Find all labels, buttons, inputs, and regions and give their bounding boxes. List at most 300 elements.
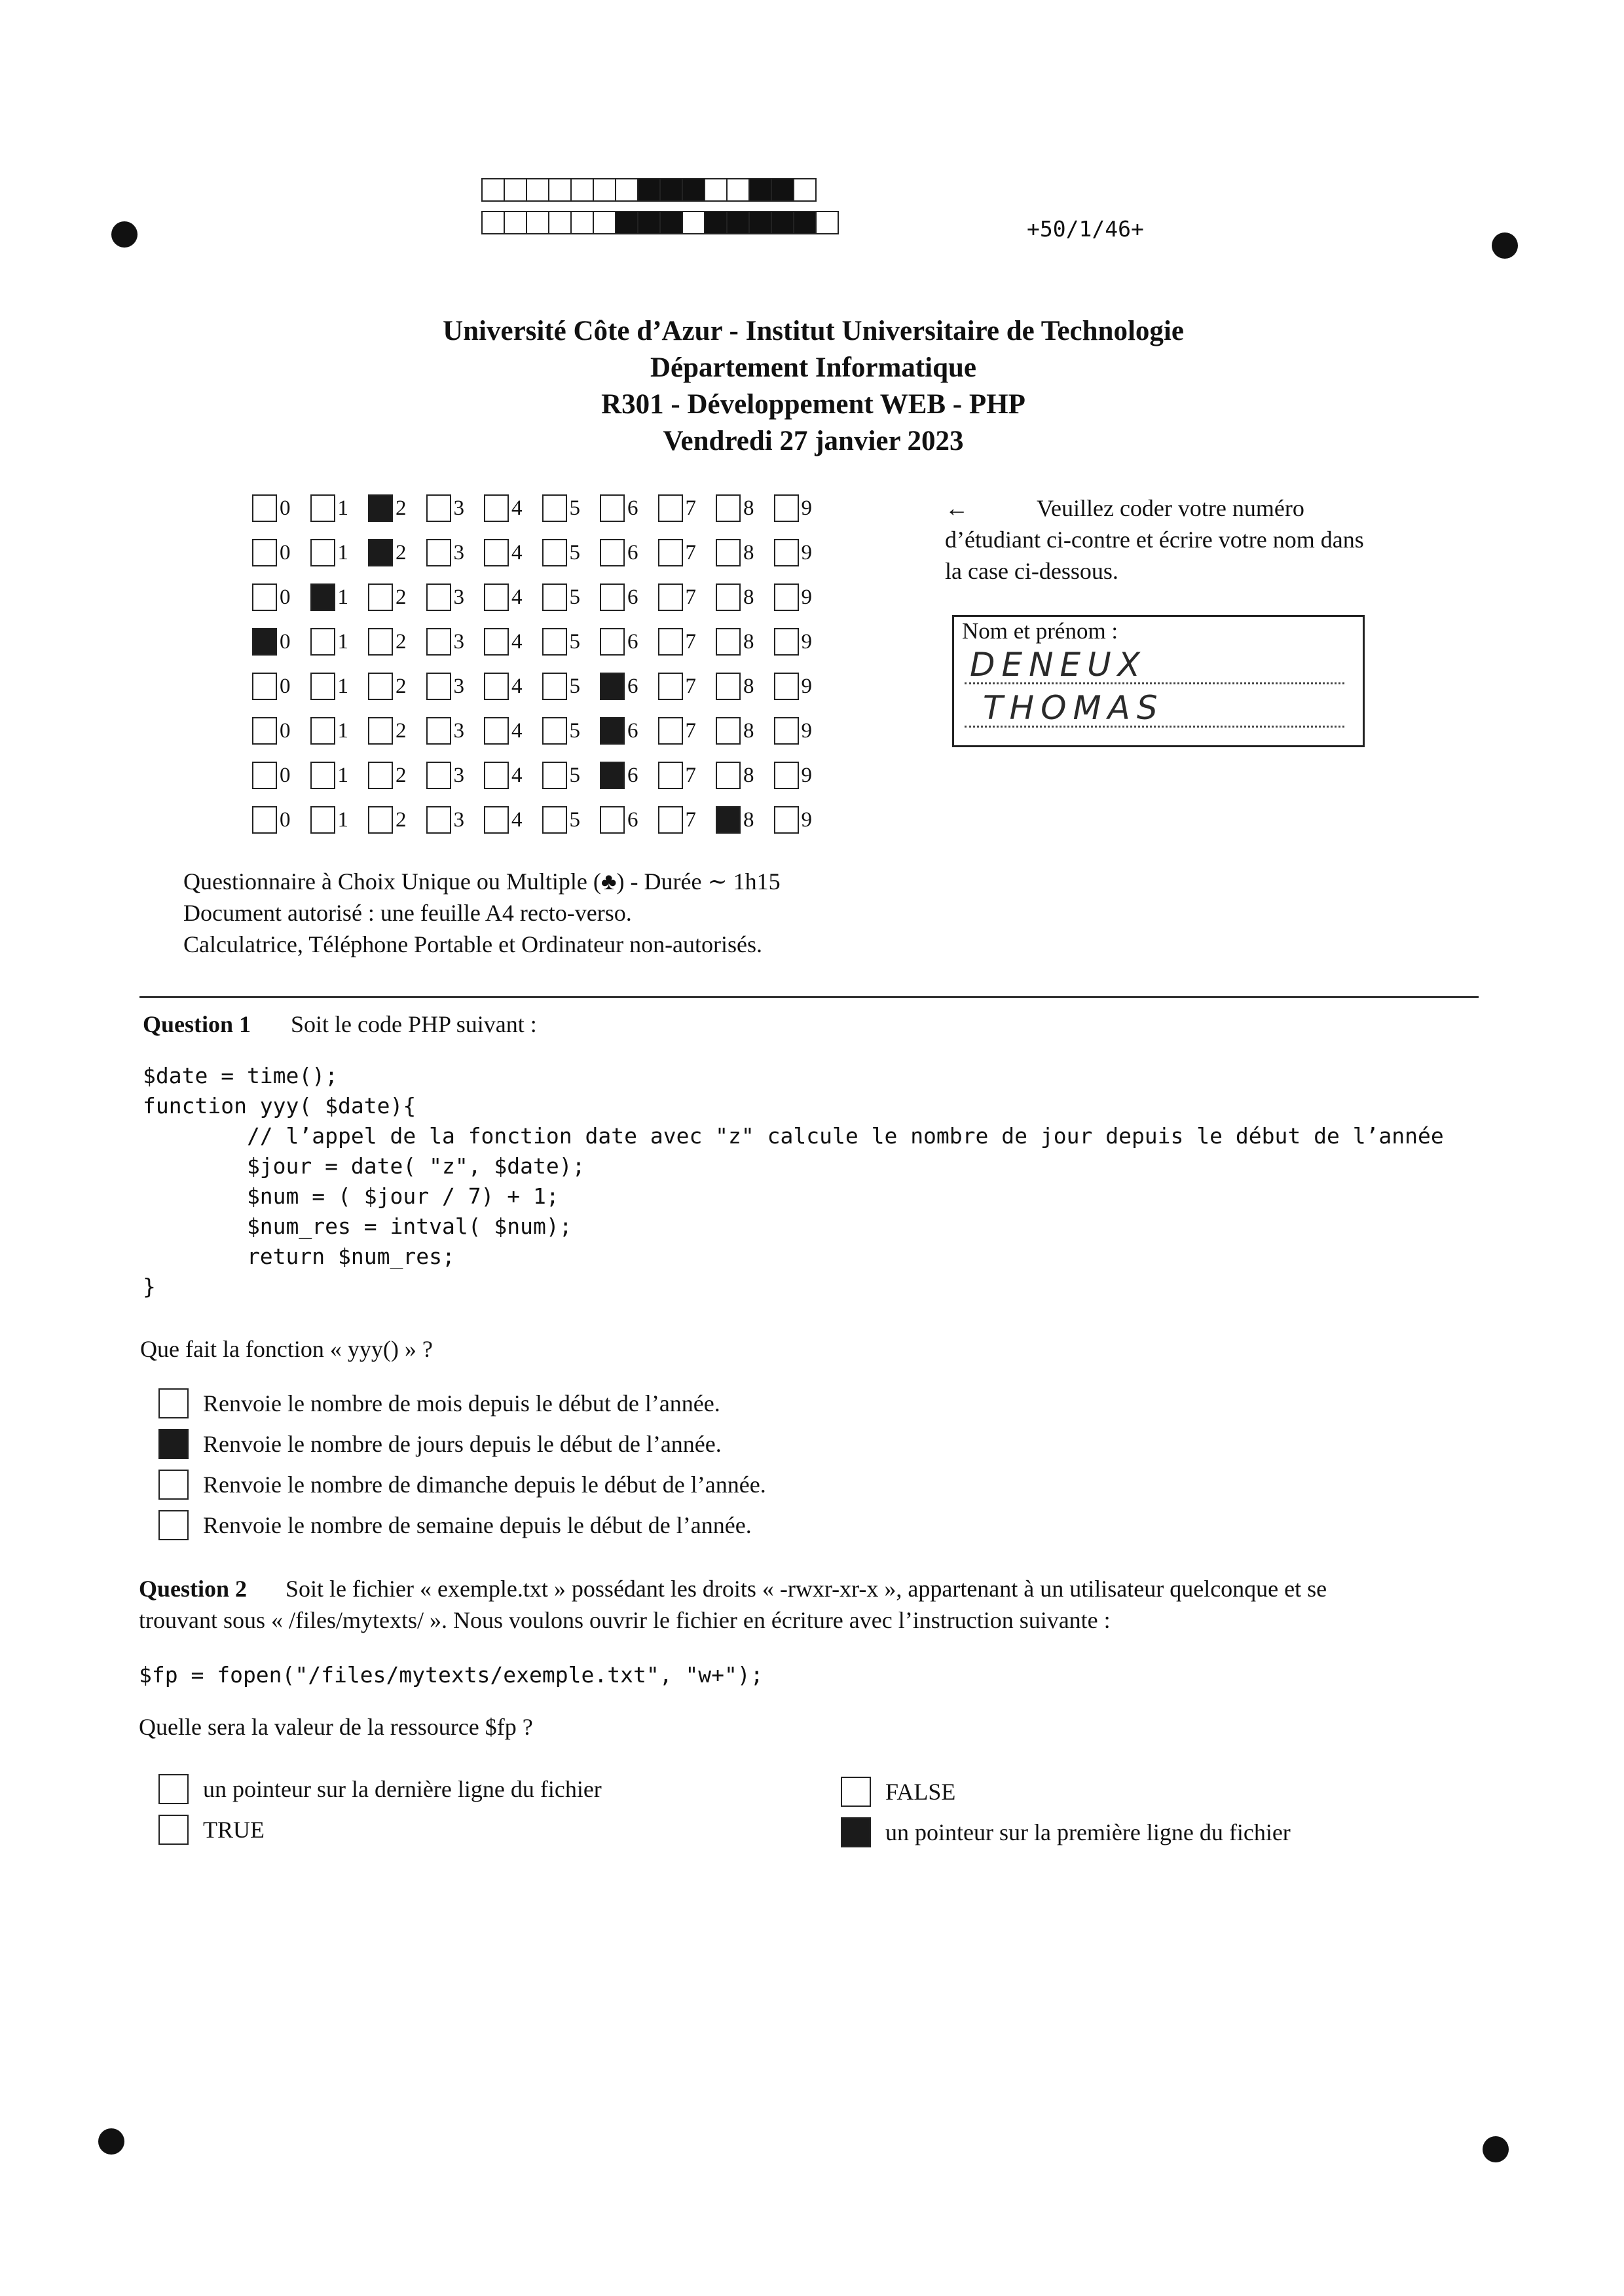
digit-label: 6 bbox=[627, 496, 638, 520]
barcode-cell bbox=[548, 211, 572, 234]
code-line: $num_res = intval( $num); bbox=[143, 1213, 572, 1239]
digit-option[interactable] bbox=[716, 539, 774, 566]
digit-label: 8 bbox=[743, 807, 754, 832]
question-2-prompt: Quelle sera la valeur de la ressource $fp ? bbox=[139, 1714, 533, 1740]
digit-label: 4 bbox=[511, 807, 523, 832]
digit-checkbox[interactable] bbox=[600, 762, 625, 789]
question-1-intro: Soit le code PHP suivant : bbox=[291, 1011, 537, 1037]
digit-option[interactable] bbox=[542, 539, 600, 566]
barcode-cell bbox=[659, 211, 683, 234]
digit-checkbox[interactable] bbox=[426, 628, 451, 656]
barcode-cell bbox=[615, 178, 638, 202]
digit-label: 3 bbox=[453, 674, 464, 698]
barcode-cell bbox=[504, 178, 527, 202]
digit-label: 8 bbox=[743, 674, 754, 698]
digit-checkbox[interactable] bbox=[658, 762, 683, 789]
digit-checkbox[interactable] bbox=[484, 583, 509, 611]
digit-option[interactable] bbox=[716, 806, 774, 834]
handwritten-first-name: THOMAS bbox=[983, 689, 1164, 727]
exam-header bbox=[0, 313, 1624, 460]
digit-option[interactable] bbox=[716, 628, 774, 656]
digit-checkbox[interactable] bbox=[484, 673, 509, 700]
digit-option[interactable] bbox=[600, 539, 658, 566]
digit-option[interactable] bbox=[310, 628, 369, 656]
question-2-choices-left bbox=[158, 1769, 602, 1850]
digit-label: 9 bbox=[801, 496, 812, 520]
question-2-intro-line-2: trouvant sous « /files/mytexts/ ». Nous voulons ouvrir le fichier en écriture avec l’instruction suivante : bbox=[139, 1607, 1111, 1633]
digit-label: 3 bbox=[453, 763, 464, 787]
digit-option[interactable] bbox=[252, 628, 310, 656]
digit-checkbox[interactable] bbox=[252, 762, 277, 789]
digit-label: 4 bbox=[511, 540, 523, 565]
digit-label: 7 bbox=[685, 718, 696, 743]
digit-checkbox[interactable] bbox=[774, 762, 799, 789]
digit-label: 7 bbox=[685, 540, 696, 565]
digit-option[interactable] bbox=[774, 628, 832, 656]
digit-option[interactable] bbox=[426, 628, 485, 656]
digit-option[interactable] bbox=[252, 583, 310, 611]
barcode-cell bbox=[593, 211, 616, 234]
digit-option[interactable] bbox=[252, 717, 310, 745]
digit-checkbox[interactable] bbox=[310, 673, 335, 700]
digit-option[interactable] bbox=[252, 762, 310, 789]
q2-choice-3-checkbox[interactable] bbox=[841, 1817, 871, 1847]
digit-option[interactable] bbox=[658, 494, 716, 522]
digit-checkbox[interactable] bbox=[542, 673, 567, 700]
digit-option[interactable] bbox=[774, 717, 832, 745]
digit-checkbox[interactable] bbox=[426, 806, 451, 834]
digit-option[interactable] bbox=[252, 806, 310, 834]
digit-checkbox[interactable] bbox=[368, 494, 393, 522]
digit-option[interactable] bbox=[658, 762, 716, 789]
digit-checkbox[interactable] bbox=[658, 583, 683, 611]
digit-checkbox[interactable] bbox=[716, 762, 741, 789]
digit-option[interactable] bbox=[426, 583, 485, 611]
digit-label: 4 bbox=[511, 629, 523, 654]
digit-label: 7 bbox=[685, 496, 696, 520]
digit-label: 9 bbox=[801, 540, 812, 565]
digit-checkbox[interactable] bbox=[368, 717, 393, 745]
digit-checkbox[interactable] bbox=[774, 717, 799, 745]
barcode-cell bbox=[748, 178, 772, 202]
digit-checkbox[interactable] bbox=[658, 539, 683, 566]
digit-checkbox[interactable] bbox=[252, 673, 277, 700]
digit-checkbox[interactable] bbox=[600, 628, 625, 656]
digit-option[interactable] bbox=[310, 762, 369, 789]
digit-checkbox[interactable] bbox=[484, 717, 509, 745]
barcode-cell bbox=[726, 211, 750, 234]
digit-option[interactable] bbox=[368, 628, 426, 656]
digit-option[interactable] bbox=[426, 806, 485, 834]
handwritten-last-name: DENEUX bbox=[970, 646, 1147, 684]
digit-checkbox[interactable] bbox=[310, 539, 335, 566]
question-1-heading bbox=[143, 1009, 537, 1040]
digit-checkbox[interactable] bbox=[774, 583, 799, 611]
digit-label: 3 bbox=[453, 718, 464, 743]
digit-checkbox[interactable] bbox=[368, 628, 393, 656]
q1-choice-2-label: Renvoie le nombre de dimanche depuis le début de l’année. bbox=[203, 1472, 766, 1498]
digit-option[interactable] bbox=[310, 806, 369, 834]
digit-option[interactable] bbox=[484, 806, 542, 834]
digit-checkbox[interactable] bbox=[368, 806, 393, 834]
digit-label: 0 bbox=[280, 674, 291, 698]
digit-checkbox[interactable] bbox=[310, 628, 335, 656]
digit-checkbox[interactable] bbox=[310, 494, 335, 522]
digit-label: 1 bbox=[337, 629, 348, 654]
digit-label: 6 bbox=[627, 629, 638, 654]
digit-label: 9 bbox=[801, 674, 812, 698]
digit-option[interactable] bbox=[542, 806, 600, 834]
barcode-cell bbox=[504, 211, 527, 234]
student-number-row-6 bbox=[252, 709, 832, 753]
digit-checkbox[interactable] bbox=[542, 583, 567, 611]
q1-choice-3-checkbox[interactable] bbox=[158, 1510, 189, 1540]
digit-checkbox[interactable] bbox=[716, 806, 741, 834]
question-2-code: $fp = fopen("/files/mytexts/exemple.txt", "w+"); bbox=[139, 1662, 764, 1688]
digit-label: 4 bbox=[511, 763, 523, 787]
digit-checkbox[interactable] bbox=[368, 673, 393, 700]
digit-checkbox[interactable] bbox=[658, 717, 683, 745]
barcode-cell bbox=[704, 211, 728, 234]
digit-option[interactable] bbox=[774, 494, 832, 522]
digit-option[interactable] bbox=[310, 673, 369, 700]
digit-checkbox[interactable] bbox=[484, 806, 509, 834]
digit-checkbox[interactable] bbox=[716, 717, 741, 745]
digit-option[interactable] bbox=[600, 717, 658, 745]
digit-option[interactable] bbox=[484, 717, 542, 745]
digit-label: 5 bbox=[569, 496, 580, 520]
digit-option[interactable] bbox=[484, 762, 542, 789]
digit-option[interactable] bbox=[716, 717, 774, 745]
digit-checkbox[interactable] bbox=[658, 673, 683, 700]
digit-option[interactable] bbox=[600, 806, 658, 834]
digit-option[interactable] bbox=[426, 717, 485, 745]
digit-option[interactable] bbox=[310, 717, 369, 745]
digit-option[interactable] bbox=[542, 494, 600, 522]
barcode-cell bbox=[526, 178, 549, 202]
q2-choice-0-label: un pointeur sur la dernière ligne du fichier bbox=[203, 1776, 602, 1802]
digit-label: 4 bbox=[511, 718, 523, 743]
digit-checkbox[interactable] bbox=[252, 539, 277, 566]
digit-option[interactable] bbox=[310, 539, 369, 566]
digit-checkbox[interactable] bbox=[484, 494, 509, 522]
digit-checkbox[interactable] bbox=[368, 762, 393, 789]
barcode-row-1 bbox=[481, 178, 815, 202]
digit-option[interactable] bbox=[716, 762, 774, 789]
barcode-cell bbox=[481, 178, 505, 202]
digit-option[interactable] bbox=[600, 628, 658, 656]
digit-checkbox[interactable] bbox=[716, 583, 741, 611]
digit-option[interactable] bbox=[542, 762, 600, 789]
student-number-row-5 bbox=[252, 664, 832, 709]
barcode-cell bbox=[771, 178, 794, 202]
digit-option[interactable] bbox=[658, 717, 716, 745]
digit-checkbox[interactable] bbox=[716, 494, 741, 522]
digit-checkbox[interactable] bbox=[484, 539, 509, 566]
digit-checkbox[interactable] bbox=[252, 806, 277, 834]
barcode-cell bbox=[570, 178, 594, 202]
digit-checkbox[interactable] bbox=[600, 806, 625, 834]
digit-option[interactable] bbox=[426, 673, 485, 700]
digit-option[interactable] bbox=[658, 583, 716, 611]
digit-label: 2 bbox=[396, 629, 407, 654]
digit-option[interactable] bbox=[600, 494, 658, 522]
digit-option[interactable] bbox=[252, 673, 310, 700]
digit-checkbox[interactable] bbox=[600, 717, 625, 745]
q2-choice-1-checkbox[interactable] bbox=[158, 1815, 189, 1845]
digit-label: 8 bbox=[743, 585, 754, 609]
barcode-row-2 bbox=[481, 211, 838, 234]
q1-choice-2-checkbox[interactable] bbox=[158, 1470, 189, 1500]
digit-option[interactable] bbox=[774, 762, 832, 789]
digit-checkbox[interactable] bbox=[774, 494, 799, 522]
digit-checkbox[interactable] bbox=[600, 583, 625, 611]
digit-label: 6 bbox=[627, 674, 638, 698]
digit-checkbox[interactable] bbox=[252, 583, 277, 611]
digit-checkbox[interactable] bbox=[658, 494, 683, 522]
digit-label: 0 bbox=[280, 540, 291, 565]
digit-checkbox[interactable] bbox=[716, 673, 741, 700]
digit-label: 0 bbox=[280, 629, 291, 654]
digit-checkbox[interactable] bbox=[426, 717, 451, 745]
barcode-cell bbox=[659, 178, 683, 202]
digit-label: 5 bbox=[569, 763, 580, 787]
digit-label: 1 bbox=[337, 496, 348, 520]
digit-option[interactable] bbox=[542, 583, 600, 611]
digit-option[interactable] bbox=[368, 673, 426, 700]
digit-option[interactable] bbox=[484, 494, 542, 522]
code-line: } bbox=[143, 1274, 156, 1299]
digit-option[interactable] bbox=[484, 628, 542, 656]
digit-option[interactable] bbox=[368, 717, 426, 745]
digit-option[interactable] bbox=[310, 494, 369, 522]
header-department: Département Informatique bbox=[650, 352, 976, 383]
digit-label: 3 bbox=[453, 629, 464, 654]
digit-checkbox[interactable] bbox=[310, 583, 335, 611]
student-number-row-7 bbox=[252, 753, 832, 798]
digit-checkbox[interactable] bbox=[774, 673, 799, 700]
digit-checkbox[interactable] bbox=[542, 494, 567, 522]
barcode-cell bbox=[682, 211, 705, 234]
digit-label: 9 bbox=[801, 763, 812, 787]
q1-choice-3-label: Renvoie le nombre de semaine depuis le début de l’année. bbox=[203, 1512, 752, 1538]
digit-option[interactable] bbox=[484, 539, 542, 566]
digit-label: 2 bbox=[396, 763, 407, 787]
q2-choice-1-label: TRUE bbox=[203, 1817, 265, 1843]
digit-checkbox[interactable] bbox=[252, 494, 277, 522]
q1-choice-1-checkbox[interactable] bbox=[158, 1429, 189, 1459]
digit-checkbox[interactable] bbox=[716, 539, 741, 566]
name-box[interactable] bbox=[952, 615, 1365, 747]
q1-choice-0-checkbox[interactable] bbox=[158, 1388, 189, 1418]
digit-option[interactable] bbox=[716, 494, 774, 522]
digit-checkbox[interactable] bbox=[310, 717, 335, 745]
digit-checkbox[interactable] bbox=[310, 806, 335, 834]
digit-checkbox[interactable] bbox=[484, 628, 509, 656]
digit-label: 8 bbox=[743, 629, 754, 654]
digit-option[interactable] bbox=[542, 717, 600, 745]
barcode-cell bbox=[570, 211, 594, 234]
digit-option[interactable] bbox=[252, 539, 310, 566]
digit-option[interactable] bbox=[658, 539, 716, 566]
digit-label: 1 bbox=[337, 807, 348, 832]
digit-label: 5 bbox=[569, 540, 580, 565]
digit-label: 7 bbox=[685, 585, 696, 609]
digit-label: 9 bbox=[801, 629, 812, 654]
instructions-text: Veuillez coder votre numéro d’étudiant ci-contre et écrire votre nom dans la case ci-dessous. bbox=[945, 495, 1364, 584]
barcode-cell bbox=[815, 211, 839, 234]
digit-label: 0 bbox=[280, 496, 291, 520]
digit-option[interactable] bbox=[542, 628, 600, 656]
digit-checkbox[interactable] bbox=[252, 628, 277, 656]
digit-label: 1 bbox=[337, 718, 348, 743]
digit-checkbox[interactable] bbox=[426, 762, 451, 789]
code-line: // l’appel de la fonction date avec "z" calcule le nombre de jour depuis le début de l’année bbox=[143, 1123, 1444, 1149]
digit-checkbox[interactable] bbox=[252, 717, 277, 745]
digit-option[interactable] bbox=[716, 583, 774, 611]
digit-checkbox[interactable] bbox=[542, 628, 567, 656]
digit-checkbox[interactable] bbox=[658, 806, 683, 834]
q2-choice-1[interactable] bbox=[158, 1809, 602, 1850]
code-line: $date = time(); bbox=[143, 1063, 339, 1088]
header-date: Vendredi 27 janvier 2023 bbox=[663, 426, 964, 456]
q2-choice-2[interactable] bbox=[841, 1771, 1291, 1812]
digit-label: 2 bbox=[396, 718, 407, 743]
q2-choice-2-checkbox[interactable] bbox=[841, 1777, 871, 1807]
rules-line-3: Calculatrice, Téléphone Portable et Ordinateur non-autorisés. bbox=[183, 931, 763, 957]
digit-label: 3 bbox=[453, 585, 464, 609]
digit-checkbox[interactable] bbox=[542, 806, 567, 834]
digit-label: 2 bbox=[396, 585, 407, 609]
q2-choice-0-checkbox[interactable] bbox=[158, 1774, 189, 1804]
q1-choice-3[interactable] bbox=[158, 1505, 766, 1546]
name-box-label: Nom et prénom : bbox=[962, 618, 1118, 644]
digit-label: 2 bbox=[396, 674, 407, 698]
digit-option[interactable] bbox=[774, 539, 832, 566]
digit-option[interactable] bbox=[774, 673, 832, 700]
digit-option[interactable] bbox=[774, 583, 832, 611]
digit-label: 2 bbox=[396, 540, 407, 565]
digit-option[interactable] bbox=[368, 494, 426, 522]
code-line: function yyy( $date){ bbox=[143, 1093, 416, 1119]
digit-label: 5 bbox=[569, 585, 580, 609]
digit-label: 7 bbox=[685, 763, 696, 787]
student-number-instructions bbox=[945, 492, 1377, 587]
digit-option[interactable] bbox=[658, 673, 716, 700]
digit-option[interactable] bbox=[368, 539, 426, 566]
divider bbox=[139, 996, 1479, 998]
digit-option[interactable] bbox=[310, 583, 369, 611]
q1-choice-1[interactable] bbox=[158, 1424, 766, 1464]
digit-label: 6 bbox=[627, 718, 638, 743]
digit-label: 5 bbox=[569, 807, 580, 832]
barcode-cell bbox=[481, 211, 505, 234]
q1-choice-1-label: Renvoie le nombre de jours depuis le début de l’année. bbox=[203, 1431, 722, 1457]
digit-option[interactable] bbox=[600, 762, 658, 789]
digit-label: 4 bbox=[511, 585, 523, 609]
exam-rules bbox=[183, 866, 781, 960]
digit-checkbox[interactable] bbox=[542, 762, 567, 789]
question-1-title: Question 1 bbox=[143, 1011, 251, 1037]
digit-checkbox[interactable] bbox=[426, 539, 451, 566]
barcode-cell bbox=[637, 211, 661, 234]
digit-option[interactable] bbox=[658, 806, 716, 834]
question-2-choices-right bbox=[841, 1771, 1291, 1853]
digit-label: 7 bbox=[685, 629, 696, 654]
digit-checkbox[interactable] bbox=[368, 583, 393, 611]
digit-checkbox[interactable] bbox=[774, 539, 799, 566]
digit-option[interactable] bbox=[600, 673, 658, 700]
question-1-choices bbox=[158, 1383, 766, 1546]
digit-label: 6 bbox=[627, 763, 638, 787]
digit-label: 0 bbox=[280, 763, 291, 787]
header-course: R301 - Développement WEB - PHP bbox=[601, 389, 1025, 420]
digit-option[interactable] bbox=[252, 494, 310, 522]
digit-option[interactable] bbox=[368, 806, 426, 834]
student-number-row-2 bbox=[252, 530, 832, 575]
student-number-row-4 bbox=[252, 620, 832, 664]
barcode-cell bbox=[793, 178, 817, 202]
q1-choice-0-label: Renvoie le nombre de mois depuis le début de l’année. bbox=[203, 1390, 720, 1416]
barcode-cell bbox=[637, 178, 661, 202]
digit-option[interactable] bbox=[368, 583, 426, 611]
digit-option[interactable] bbox=[484, 673, 542, 700]
digit-option[interactable] bbox=[426, 539, 485, 566]
digit-option[interactable] bbox=[368, 762, 426, 789]
q2-choice-2-label: FALSE bbox=[885, 1779, 956, 1805]
digit-label: 9 bbox=[801, 585, 812, 609]
q1-choice-0[interactable] bbox=[158, 1383, 766, 1424]
digit-option[interactable] bbox=[716, 673, 774, 700]
digit-option[interactable] bbox=[426, 762, 485, 789]
q1-choice-2[interactable] bbox=[158, 1464, 766, 1505]
digit-option[interactable] bbox=[542, 673, 600, 700]
digit-option[interactable] bbox=[658, 628, 716, 656]
digit-checkbox[interactable] bbox=[484, 762, 509, 789]
digit-checkbox[interactable] bbox=[368, 539, 393, 566]
digit-label: 1 bbox=[337, 763, 348, 787]
digit-label: 7 bbox=[685, 674, 696, 698]
digit-label: 3 bbox=[453, 496, 464, 520]
barcode-cell bbox=[748, 211, 772, 234]
digit-option[interactable] bbox=[774, 806, 832, 834]
digit-checkbox[interactable] bbox=[716, 628, 741, 656]
q2-choice-3[interactable] bbox=[841, 1812, 1291, 1853]
question-2-title: Question 2 bbox=[139, 1576, 248, 1602]
digit-checkbox[interactable] bbox=[426, 583, 451, 611]
left-arrow-icon: ← bbox=[945, 495, 969, 521]
rules-line-2: Document autorisé : une feuille A4 recto-verso. bbox=[183, 900, 632, 926]
digit-checkbox[interactable] bbox=[600, 494, 625, 522]
digit-checkbox[interactable] bbox=[658, 628, 683, 656]
digit-checkbox[interactable] bbox=[774, 806, 799, 834]
digit-label: 9 bbox=[801, 718, 812, 743]
digit-checkbox[interactable] bbox=[310, 762, 335, 789]
q2-choice-0[interactable] bbox=[158, 1769, 602, 1809]
digit-checkbox[interactable] bbox=[542, 717, 567, 745]
digit-option[interactable] bbox=[600, 583, 658, 611]
digit-label: 3 bbox=[453, 540, 464, 565]
digit-checkbox[interactable] bbox=[426, 673, 451, 700]
registration-mark-top-left bbox=[111, 221, 138, 248]
digit-checkbox[interactable] bbox=[774, 628, 799, 656]
digit-checkbox[interactable] bbox=[542, 539, 567, 566]
digit-option[interactable] bbox=[426, 494, 485, 522]
digit-checkbox[interactable] bbox=[600, 539, 625, 566]
digit-checkbox[interactable] bbox=[426, 494, 451, 522]
digit-checkbox[interactable] bbox=[600, 673, 625, 700]
digit-option[interactable] bbox=[484, 583, 542, 611]
